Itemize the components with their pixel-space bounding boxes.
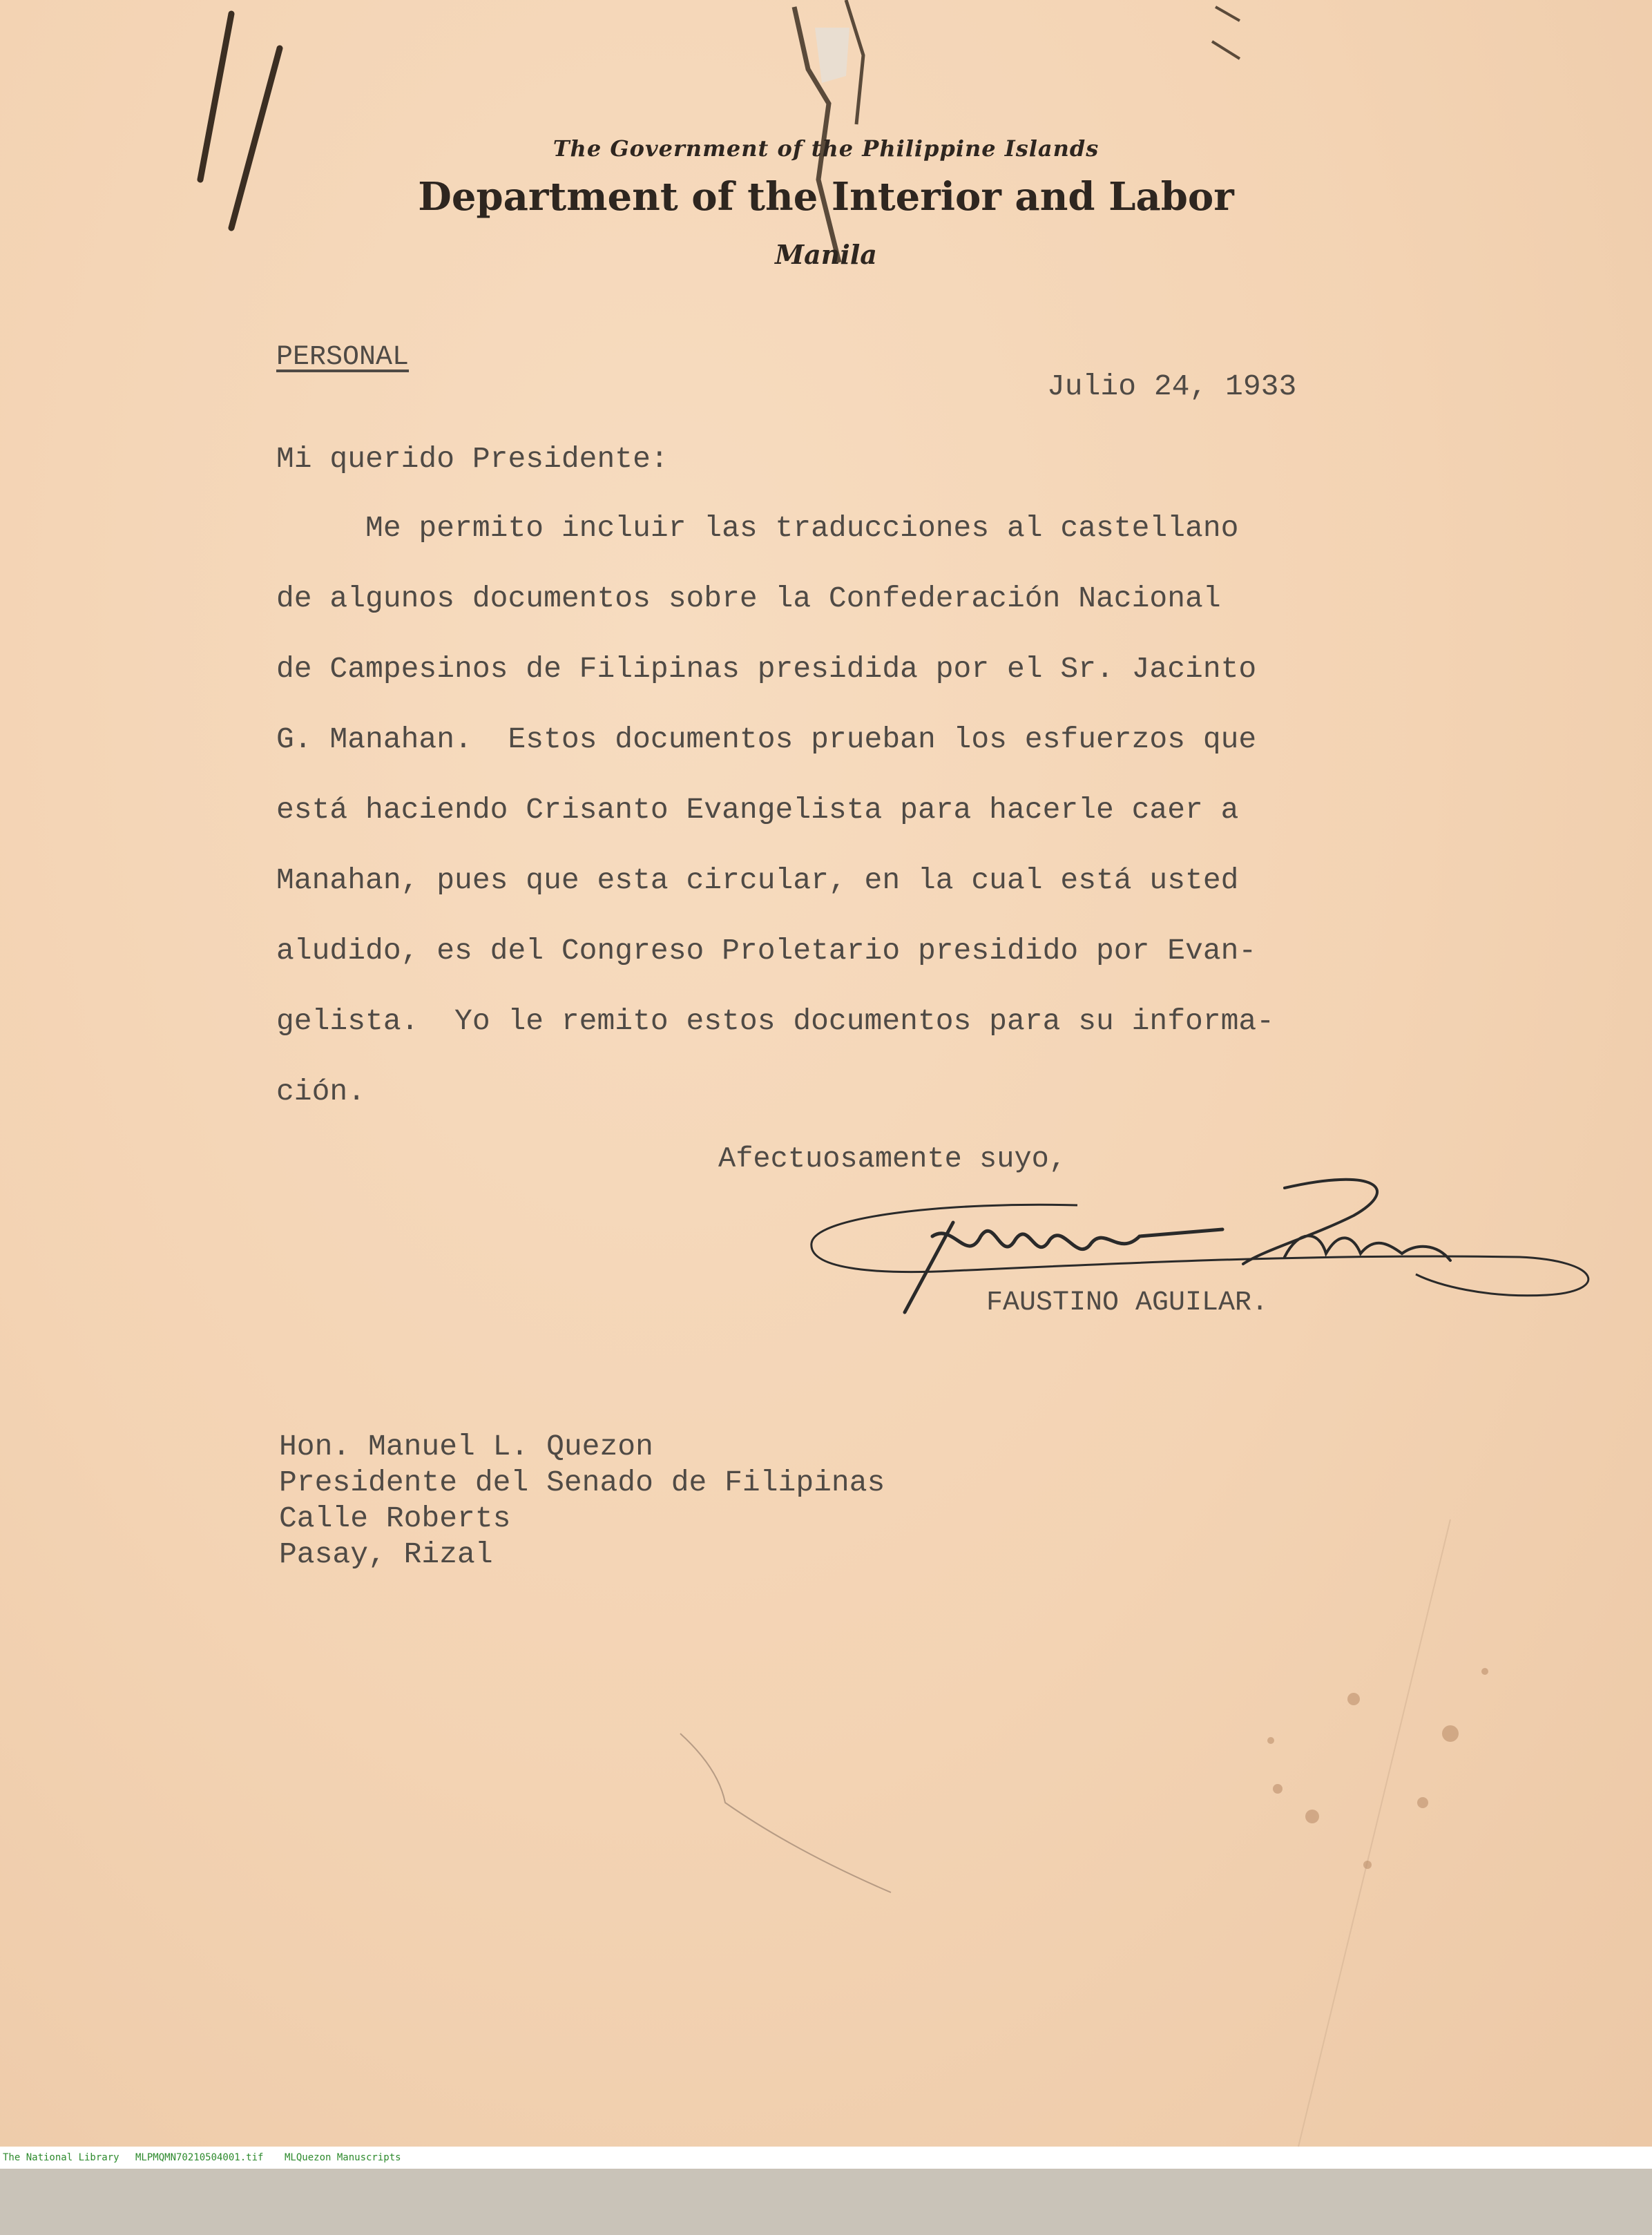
signature-first-name bbox=[905, 1222, 1222, 1312]
body-line: de algunos documentos sobre la Confederación Nacional bbox=[276, 582, 1221, 615]
footer-library: The National Library bbox=[3, 2152, 119, 2163]
footer-file: MLPMQMN70210504001.tif bbox=[135, 2152, 264, 2163]
address-line: Presidente del Senado de Filipinas bbox=[279, 1466, 885, 1499]
letterhead-city: Manila bbox=[775, 239, 877, 270]
closing: Afectuosamente suyo, bbox=[718, 1142, 1067, 1176]
address-line: Hon. Manuel L. Quezon bbox=[279, 1430, 653, 1464]
body-line: G. Manahan. Estos documentos prueban los esfuerzos que bbox=[276, 722, 1257, 756]
address-line: Pasay, Rizal bbox=[279, 1537, 493, 1571]
footer-collection: MLQuezon Manuscripts bbox=[285, 2152, 401, 2163]
letter-date: Julio 24, 1933 bbox=[1047, 370, 1297, 403]
body-line: de Campesinos de Filipinas presidida por el Sr. Jacinto bbox=[276, 652, 1257, 686]
body-line: aludido, es del Congreso Proletario presidido por Evan- bbox=[276, 934, 1257, 968]
letterhead-government: The Government of the Philippine Islands bbox=[553, 135, 1099, 162]
body-line: está haciendo Crisanto Evangelista para hacerle caer a bbox=[276, 793, 1239, 827]
signature-flourish bbox=[811, 1205, 1588, 1296]
letterhead-department: Department of the Interior and Labor bbox=[418, 174, 1234, 220]
archive-footer bbox=[0, 2147, 1652, 2169]
signature-last-name bbox=[1243, 1180, 1450, 1264]
body-line: Me permito incluir las traducciones al castellano bbox=[276, 511, 1239, 545]
body-line: ción. bbox=[276, 1075, 366, 1109]
address-line: Calle Roberts bbox=[279, 1502, 511, 1535]
body-line: gelista. Yo le remito estos documentos para su informa- bbox=[276, 1004, 1275, 1038]
personal-marker: PERSONAL bbox=[276, 342, 410, 373]
salutation: Mi querido Presidente: bbox=[276, 442, 669, 476]
body-line: Manahan, pues que esta circular, en la cual está usted bbox=[276, 863, 1239, 897]
signer-name: FAUSTINO AGUILAR. bbox=[986, 1287, 1269, 1318]
